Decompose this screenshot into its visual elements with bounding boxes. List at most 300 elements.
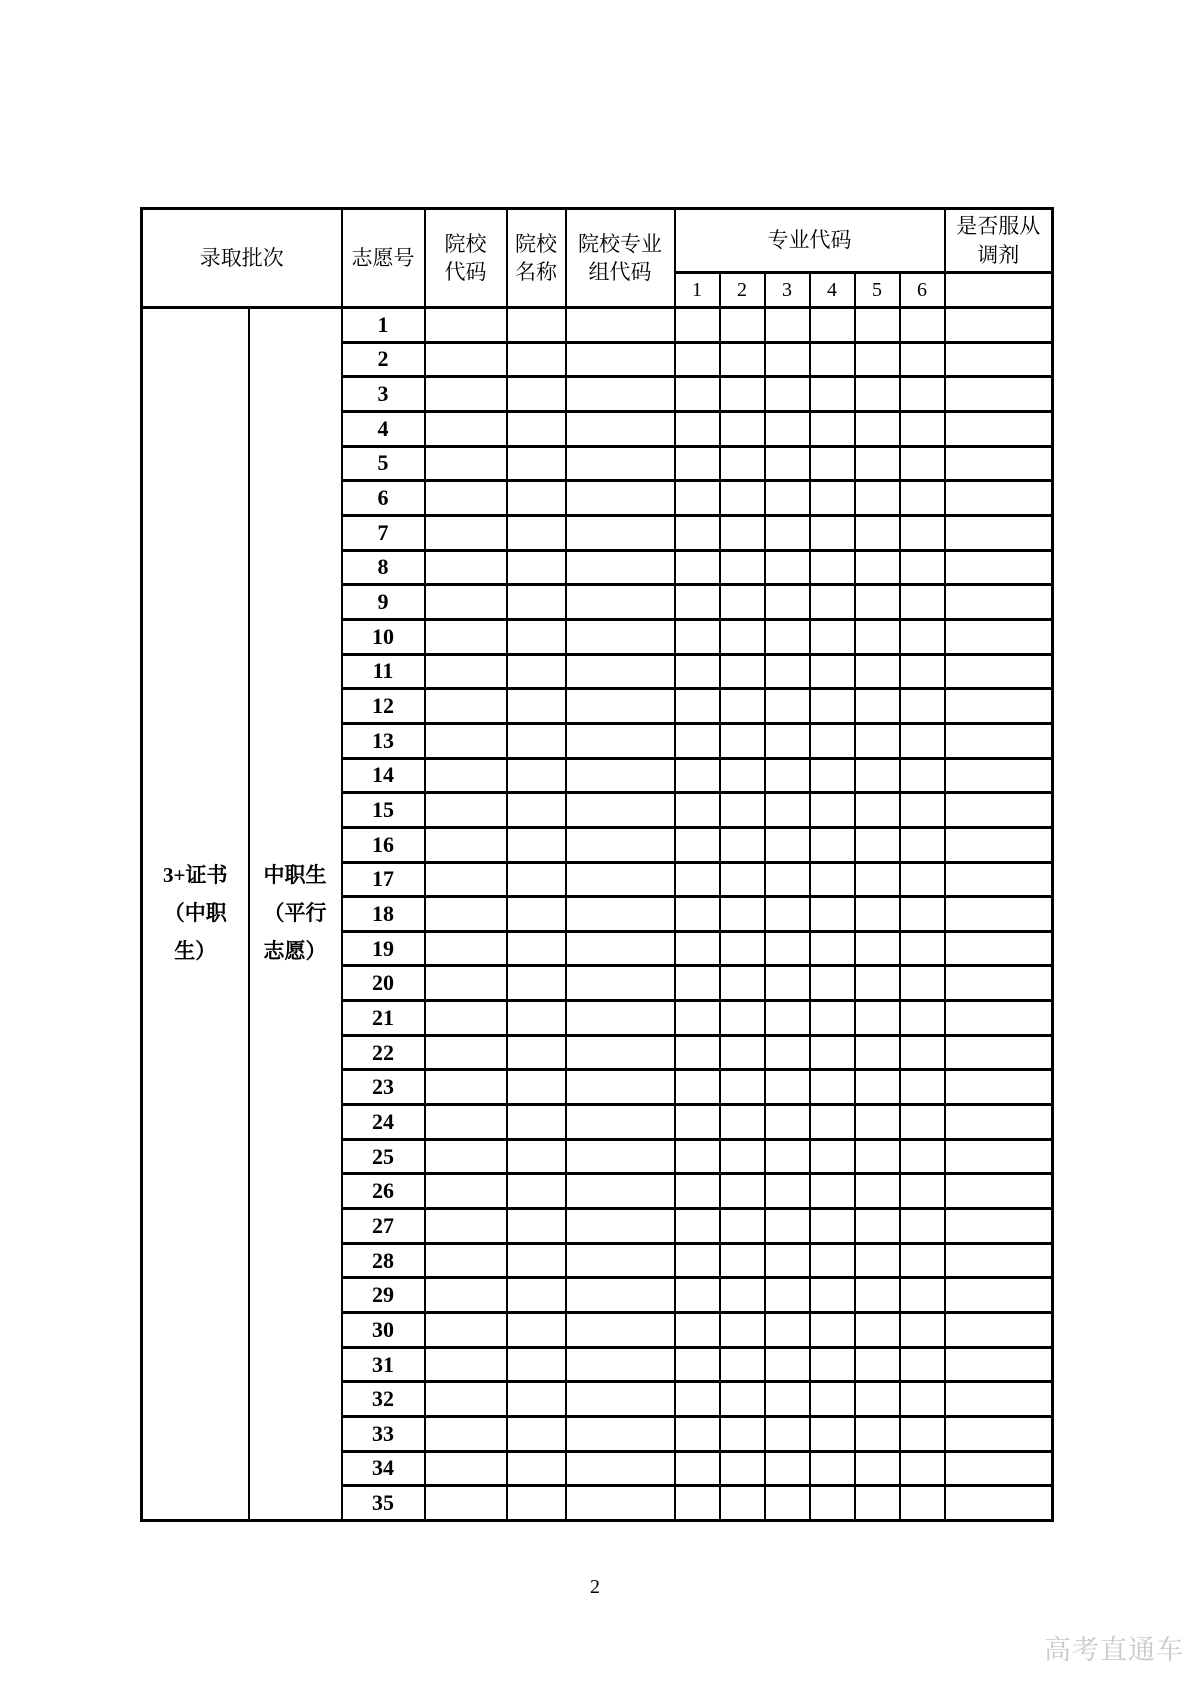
college-code-cell — [425, 793, 507, 828]
preference-number: 24 — [342, 1105, 425, 1140]
major-code-cell-6 — [900, 619, 945, 654]
preference-number: 6 — [342, 481, 425, 516]
college-code-cell — [425, 1243, 507, 1278]
major-code-cell-5 — [855, 1486, 900, 1521]
major-code-cell-4 — [810, 481, 855, 516]
major-code-cell-6 — [900, 1070, 945, 1105]
major-code-cell-5 — [855, 1001, 900, 1036]
major-code-cell-2 — [720, 1347, 765, 1382]
major-code-cell-2 — [720, 411, 765, 446]
preference-number: 19 — [342, 931, 425, 966]
major-code-cell-4 — [810, 862, 855, 897]
major-code-cell-2 — [720, 1070, 765, 1105]
major-code-cell-6 — [900, 1139, 945, 1174]
major-code-cell-4 — [810, 931, 855, 966]
preference-number: 26 — [342, 1174, 425, 1209]
group-code-cell — [566, 515, 675, 550]
preference-number: 35 — [342, 1486, 425, 1521]
major-code-cell-6 — [900, 1001, 945, 1036]
adjustment-cell — [945, 1209, 1053, 1244]
major-code-cell-5 — [855, 550, 900, 585]
adjustment-cell — [945, 862, 1053, 897]
header-college-code: 院校 代码 — [425, 209, 507, 308]
header-major-slot-5: 5 — [855, 273, 900, 308]
major-code-cell-6 — [900, 585, 945, 620]
adjustment-cell — [945, 758, 1053, 793]
group-code-cell — [566, 1382, 675, 1417]
major-code-cell-6 — [900, 1105, 945, 1140]
header-major-slot-1: 1 — [675, 273, 720, 308]
group-code-cell — [566, 862, 675, 897]
preference-number: 31 — [342, 1347, 425, 1382]
college-code-cell — [425, 689, 507, 724]
adjustment-cell — [945, 342, 1053, 377]
college-code-cell — [425, 1417, 507, 1452]
major-code-cell-1 — [675, 1278, 720, 1313]
major-code-cell-5 — [855, 1209, 900, 1244]
college-name-cell — [507, 1313, 566, 1348]
major-code-cell-3 — [765, 1486, 810, 1521]
major-code-cell-4 — [810, 1451, 855, 1486]
college-name-cell — [507, 1278, 566, 1313]
major-code-cell-5 — [855, 1313, 900, 1348]
major-code-cell-2 — [720, 654, 765, 689]
major-code-cell-1 — [675, 411, 720, 446]
major-code-cell-3 — [765, 862, 810, 897]
group-code-cell — [566, 1035, 675, 1070]
college-name-cell — [507, 1382, 566, 1417]
major-code-cell-3 — [765, 1451, 810, 1486]
college-name-cell — [507, 723, 566, 758]
major-code-cell-1 — [675, 1382, 720, 1417]
major-code-cell-4 — [810, 723, 855, 758]
major-code-cell-6 — [900, 1243, 945, 1278]
major-code-cell-6 — [900, 1451, 945, 1486]
major-code-cell-5 — [855, 862, 900, 897]
group-code-cell — [566, 1001, 675, 1036]
major-code-cell-6 — [900, 897, 945, 932]
group-code-cell — [566, 411, 675, 446]
group-code-cell — [566, 689, 675, 724]
major-code-cell-5 — [855, 1451, 900, 1486]
college-code-cell — [425, 550, 507, 585]
college-name-cell — [507, 1174, 566, 1209]
college-code-cell — [425, 1209, 507, 1244]
adjustment-cell — [945, 966, 1053, 1001]
college-code-cell — [425, 515, 507, 550]
college-name-cell — [507, 1209, 566, 1244]
adjustment-cell — [945, 1035, 1053, 1070]
adjustment-cell — [945, 1001, 1053, 1036]
college-code-cell — [425, 481, 507, 516]
adjustment-cell — [945, 411, 1053, 446]
header-major-slot-3: 3 — [765, 273, 810, 308]
major-code-cell-1 — [675, 585, 720, 620]
major-code-cell-3 — [765, 1243, 810, 1278]
adjustment-cell — [945, 550, 1053, 585]
major-code-cell-3 — [765, 1001, 810, 1036]
major-code-cell-4 — [810, 515, 855, 550]
major-code-cell-2 — [720, 966, 765, 1001]
header-group-code: 院校专业 组代码 — [566, 209, 675, 308]
college-code-cell — [425, 897, 507, 932]
preference-number: 12 — [342, 689, 425, 724]
major-code-cell-5 — [855, 377, 900, 412]
major-code-cell-1 — [675, 308, 720, 343]
college-name-cell — [507, 827, 566, 862]
college-name-cell — [507, 1347, 566, 1382]
major-code-cell-4 — [810, 1417, 855, 1452]
college-code-cell — [425, 827, 507, 862]
college-code-cell — [425, 1139, 507, 1174]
major-code-cell-5 — [855, 411, 900, 446]
major-code-cell-1 — [675, 1001, 720, 1036]
college-name-cell — [507, 1243, 566, 1278]
major-code-cell-1 — [675, 342, 720, 377]
major-code-cell-6 — [900, 377, 945, 412]
preference-number: 16 — [342, 827, 425, 862]
major-code-cell-3 — [765, 515, 810, 550]
group-code-cell — [566, 966, 675, 1001]
major-code-cell-1 — [675, 793, 720, 828]
college-code-cell — [425, 1486, 507, 1521]
group-code-cell — [566, 723, 675, 758]
major-code-cell-1 — [675, 515, 720, 550]
major-code-cell-2 — [720, 897, 765, 932]
preference-number: 3 — [342, 377, 425, 412]
group-code-cell — [566, 654, 675, 689]
major-code-cell-3 — [765, 377, 810, 412]
major-code-cell-1 — [675, 1313, 720, 1348]
major-code-cell-5 — [855, 1347, 900, 1382]
major-code-cell-2 — [720, 793, 765, 828]
major-code-cell-5 — [855, 308, 900, 343]
college-name-cell — [507, 1070, 566, 1105]
major-code-cell-6 — [900, 550, 945, 585]
group-code-cell — [566, 1278, 675, 1313]
major-code-cell-6 — [900, 446, 945, 481]
adjustment-cell — [945, 1174, 1053, 1209]
major-code-cell-2 — [720, 342, 765, 377]
group-code-cell — [566, 585, 675, 620]
major-code-cell-3 — [765, 619, 810, 654]
header-major-code: 专业代码 — [675, 209, 945, 273]
preference-number: 18 — [342, 897, 425, 932]
college-name-cell — [507, 1417, 566, 1452]
group-code-cell — [566, 1486, 675, 1521]
adjustment-cell — [945, 1070, 1053, 1105]
college-name-cell — [507, 619, 566, 654]
college-code-cell — [425, 1105, 507, 1140]
major-code-cell-5 — [855, 1278, 900, 1313]
college-name-cell — [507, 515, 566, 550]
major-code-cell-1 — [675, 1105, 720, 1140]
preference-number: 17 — [342, 862, 425, 897]
adjustment-cell — [945, 515, 1053, 550]
college-name-cell — [507, 1035, 566, 1070]
major-code-cell-4 — [810, 446, 855, 481]
major-code-cell-6 — [900, 654, 945, 689]
major-code-cell-2 — [720, 1382, 765, 1417]
major-code-cell-1 — [675, 1417, 720, 1452]
major-code-cell-4 — [810, 619, 855, 654]
major-code-cell-2 — [720, 308, 765, 343]
adjustment-cell — [945, 377, 1053, 412]
major-code-cell-6 — [900, 1209, 945, 1244]
major-code-cell-6 — [900, 827, 945, 862]
preference-number: 7 — [342, 515, 425, 550]
college-name-cell — [507, 689, 566, 724]
major-code-cell-2 — [720, 758, 765, 793]
page-number: 2 — [590, 1576, 600, 1598]
college-code-cell — [425, 411, 507, 446]
adjustment-cell — [945, 827, 1053, 862]
preference-number: 25 — [342, 1139, 425, 1174]
major-code-cell-2 — [720, 481, 765, 516]
major-code-cell-4 — [810, 897, 855, 932]
major-code-cell-3 — [765, 1382, 810, 1417]
major-code-cell-1 — [675, 897, 720, 932]
preference-number: 34 — [342, 1451, 425, 1486]
major-code-cell-5 — [855, 1243, 900, 1278]
major-code-cell-5 — [855, 1382, 900, 1417]
group-code-cell — [566, 1313, 675, 1348]
major-code-cell-3 — [765, 342, 810, 377]
major-code-cell-4 — [810, 1243, 855, 1278]
adjustment-cell — [945, 1382, 1053, 1417]
adjustment-cell — [945, 793, 1053, 828]
major-code-cell-5 — [855, 446, 900, 481]
major-code-cell-3 — [765, 585, 810, 620]
major-code-cell-1 — [675, 446, 720, 481]
group-code-cell — [566, 1209, 675, 1244]
major-code-cell-1 — [675, 758, 720, 793]
major-code-cell-1 — [675, 377, 720, 412]
major-code-cell-5 — [855, 1105, 900, 1140]
preference-number: 13 — [342, 723, 425, 758]
major-code-cell-5 — [855, 723, 900, 758]
header-preference-no: 志愿号 — [342, 209, 425, 308]
major-code-cell-6 — [900, 1035, 945, 1070]
header-major-slot-2: 2 — [720, 273, 765, 308]
header-major-slot-4: 4 — [810, 273, 855, 308]
major-code-cell-3 — [765, 411, 810, 446]
college-code-cell — [425, 758, 507, 793]
adjustment-cell — [945, 1347, 1053, 1382]
major-code-cell-3 — [765, 654, 810, 689]
group-code-cell — [566, 308, 675, 343]
form-table-header — [142, 209, 1053, 308]
college-code-cell — [425, 654, 507, 689]
major-code-cell-5 — [855, 342, 900, 377]
major-code-cell-3 — [765, 1105, 810, 1140]
major-code-cell-2 — [720, 1209, 765, 1244]
college-code-cell — [425, 1070, 507, 1105]
major-code-cell-5 — [855, 619, 900, 654]
preference-number: 4 — [342, 411, 425, 446]
watermark: 高考直通车 — [1044, 1635, 1184, 1666]
preference-form-table — [140, 207, 1054, 1522]
major-code-cell-4 — [810, 654, 855, 689]
form-table-body — [142, 308, 1053, 1521]
adjustment-cell — [945, 1417, 1053, 1452]
group-code-cell — [566, 1347, 675, 1382]
major-code-cell-3 — [765, 689, 810, 724]
major-code-cell-5 — [855, 827, 900, 862]
college-code-cell — [425, 1001, 507, 1036]
major-code-cell-3 — [765, 827, 810, 862]
major-code-cell-3 — [765, 308, 810, 343]
major-code-cell-5 — [855, 515, 900, 550]
group-code-cell — [566, 342, 675, 377]
college-code-cell — [425, 1382, 507, 1417]
college-name-cell — [507, 411, 566, 446]
major-code-cell-4 — [810, 342, 855, 377]
major-code-cell-5 — [855, 689, 900, 724]
college-code-cell — [425, 308, 507, 343]
batch-label-cell: 3+证书 （中职 生） — [142, 308, 249, 1521]
college-name-cell — [507, 654, 566, 689]
adjustment-cell — [945, 619, 1053, 654]
college-name-cell — [507, 446, 566, 481]
college-name-cell — [507, 793, 566, 828]
major-code-cell-1 — [675, 931, 720, 966]
major-code-cell-6 — [900, 342, 945, 377]
major-code-cell-3 — [765, 481, 810, 516]
group-code-cell — [566, 758, 675, 793]
group-code-cell — [566, 377, 675, 412]
major-code-cell-2 — [720, 1243, 765, 1278]
major-code-cell-1 — [675, 481, 720, 516]
college-name-cell — [507, 1486, 566, 1521]
adjustment-cell — [945, 723, 1053, 758]
preference-number: 32 — [342, 1382, 425, 1417]
major-code-cell-4 — [810, 758, 855, 793]
major-code-cell-3 — [765, 446, 810, 481]
major-code-cell-5 — [855, 897, 900, 932]
preference-number: 15 — [342, 793, 425, 828]
college-name-cell — [507, 1105, 566, 1140]
adjustment-cell — [945, 1313, 1053, 1348]
college-name-cell — [507, 481, 566, 516]
major-code-cell-1 — [675, 1451, 720, 1486]
adjustment-cell — [945, 1451, 1053, 1486]
adjustment-cell — [945, 446, 1053, 481]
major-code-cell-6 — [900, 689, 945, 724]
major-code-cell-4 — [810, 1313, 855, 1348]
college-code-cell — [425, 1347, 507, 1382]
adjustment-cell — [945, 1486, 1053, 1521]
major-code-cell-4 — [810, 585, 855, 620]
major-code-cell-2 — [720, 862, 765, 897]
college-code-cell — [425, 862, 507, 897]
major-code-cell-6 — [900, 931, 945, 966]
major-code-cell-2 — [720, 827, 765, 862]
major-code-cell-1 — [675, 966, 720, 1001]
college-name-cell — [507, 550, 566, 585]
preference-number: 2 — [342, 342, 425, 377]
college-name-cell — [507, 1001, 566, 1036]
preference-number: 23 — [342, 1070, 425, 1105]
major-code-cell-2 — [720, 515, 765, 550]
major-code-cell-3 — [765, 1278, 810, 1313]
header-adjustment-sub-cell — [945, 273, 1053, 308]
major-code-cell-6 — [900, 308, 945, 343]
major-code-cell-5 — [855, 793, 900, 828]
major-code-cell-5 — [855, 585, 900, 620]
major-code-cell-2 — [720, 1105, 765, 1140]
major-code-cell-5 — [855, 654, 900, 689]
group-code-cell — [566, 550, 675, 585]
college-name-cell — [507, 308, 566, 343]
major-code-cell-1 — [675, 1070, 720, 1105]
major-code-cell-1 — [675, 1486, 720, 1521]
major-code-cell-4 — [810, 827, 855, 862]
major-code-cell-2 — [720, 1035, 765, 1070]
preference-number: 22 — [342, 1035, 425, 1070]
major-code-cell-4 — [810, 1001, 855, 1036]
major-code-cell-2 — [720, 585, 765, 620]
header-batch: 录取批次 — [142, 209, 342, 308]
major-code-cell-4 — [810, 1486, 855, 1521]
preference-number: 14 — [342, 758, 425, 793]
major-code-cell-3 — [765, 758, 810, 793]
major-code-cell-5 — [855, 1174, 900, 1209]
adjustment-cell — [945, 1243, 1053, 1278]
major-code-cell-4 — [810, 550, 855, 585]
major-code-cell-1 — [675, 550, 720, 585]
preference-number: 10 — [342, 619, 425, 654]
major-code-cell-6 — [900, 1278, 945, 1313]
major-code-cell-5 — [855, 481, 900, 516]
major-code-cell-4 — [810, 377, 855, 412]
adjustment-cell — [945, 481, 1053, 516]
adjustment-cell — [945, 1139, 1053, 1174]
major-code-cell-4 — [810, 1070, 855, 1105]
college-name-cell — [507, 758, 566, 793]
college-code-cell — [425, 619, 507, 654]
major-code-cell-3 — [765, 1035, 810, 1070]
adjustment-cell — [945, 931, 1053, 966]
major-code-cell-3 — [765, 1070, 810, 1105]
college-name-cell — [507, 377, 566, 412]
major-code-cell-5 — [855, 758, 900, 793]
major-code-cell-6 — [900, 481, 945, 516]
major-code-cell-6 — [900, 1417, 945, 1452]
college-code-cell — [425, 723, 507, 758]
major-code-cell-3 — [765, 897, 810, 932]
preference-number: 5 — [342, 446, 425, 481]
group-code-cell — [566, 897, 675, 932]
subbatch-label-cell: 中职生 （平行 志愿） — [249, 308, 342, 1521]
group-code-cell — [566, 1174, 675, 1209]
college-code-cell — [425, 1313, 507, 1348]
major-code-cell-2 — [720, 1313, 765, 1348]
group-code-cell — [566, 827, 675, 862]
major-code-cell-3 — [765, 550, 810, 585]
major-code-cell-2 — [720, 619, 765, 654]
preference-number: 9 — [342, 585, 425, 620]
major-code-cell-3 — [765, 966, 810, 1001]
major-code-cell-6 — [900, 862, 945, 897]
major-code-cell-6 — [900, 1347, 945, 1382]
college-code-cell — [425, 1035, 507, 1070]
college-code-cell — [425, 966, 507, 1001]
major-code-cell-1 — [675, 862, 720, 897]
major-code-cell-3 — [765, 1417, 810, 1452]
major-code-cell-1 — [675, 1139, 720, 1174]
major-code-cell-6 — [900, 723, 945, 758]
